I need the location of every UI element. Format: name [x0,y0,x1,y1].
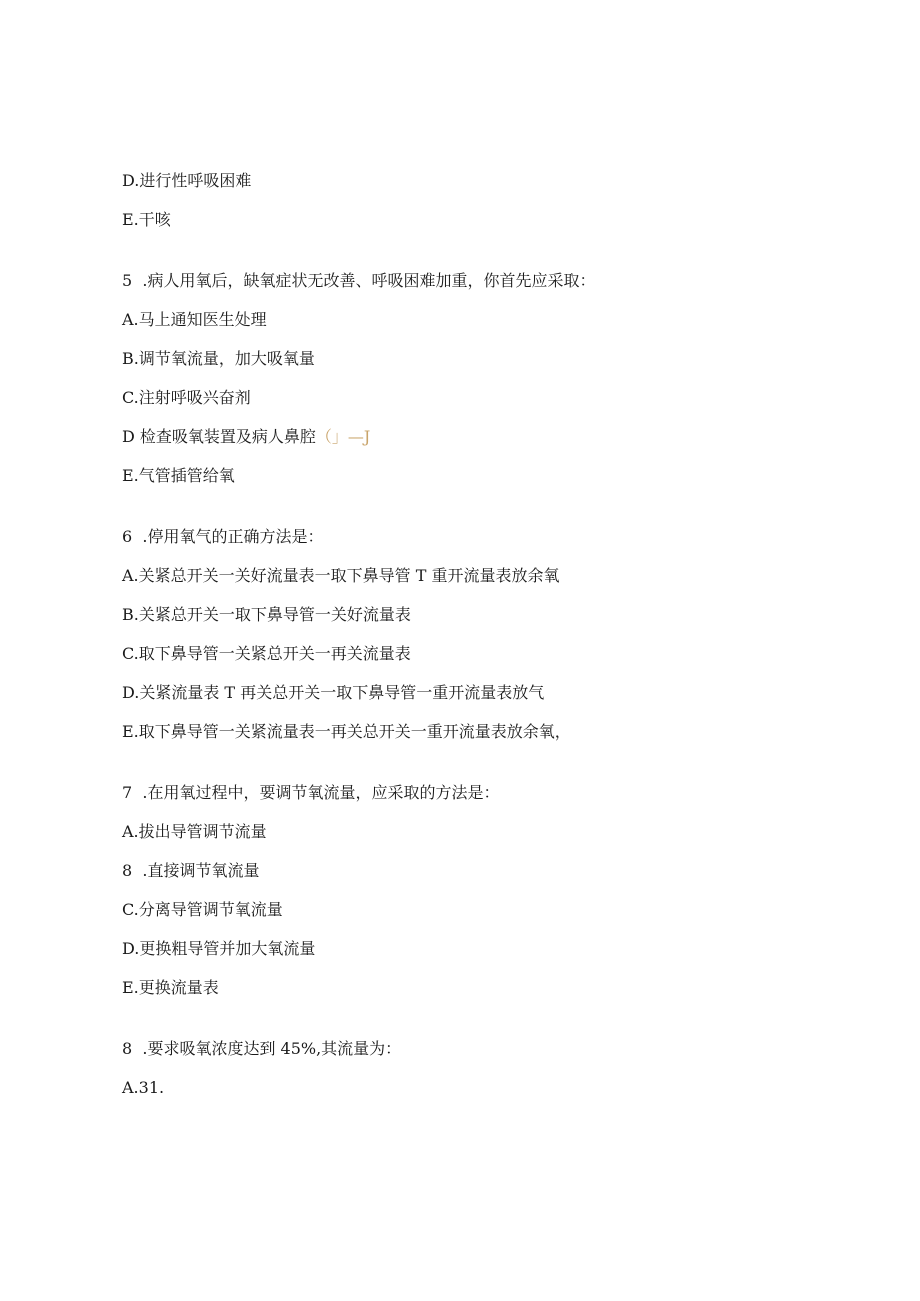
option-a-q8: A.31. [122,1078,165,1097]
option-e-q4: E.干咳 [122,210,171,229]
option-d-q6: D.关紧流量表 T 再关总开关一取下鼻导管一重开流量表放气 [122,683,545,702]
question-8: 8 .要求吸氧浓度达到 45%,其流量为： [122,1039,402,1058]
option-e-q5: E.气管插管给氧 [122,466,235,485]
option-d-q4: D.进行性呼吸困难 [122,171,252,190]
option-d-q5-tail: （」—J [315,427,371,446]
option-d-q5 [122,427,370,447]
option-c-q5: C.注射呼吸兴奋剂 [122,388,251,407]
option-b-q7: 8 .直接调节氧流量 [122,861,260,880]
option-b-q6: B.关紧总开关一取下鼻导管一关好流量表 [122,605,411,624]
option-c-q6: C.取下鼻导管一关紧总开关一再关流量表 [122,644,411,663]
option-e-q7: E.更换流量表 [122,978,219,997]
option-a-q6: A.关紧总开关一关好流量表一取下鼻导管 T 重开流量表放余氧 [122,566,560,585]
question-5: 5 .病人用氧后，缺氧症状无改善、呼吸困难加重，你首先应采取： [122,271,596,290]
option-d-q5-text: D 检查吸氧装置及病人鼻腔 [122,427,316,446]
option-b-q5: B.调节氧流量，加大吸氧量 [122,349,315,368]
option-a-q5: A.马上通知医生处理 [122,310,267,329]
option-a-q7: A.拔出导管调节流量 [122,822,267,841]
option-d-q7: D.更换粗导管并加大氧流量 [122,939,316,958]
option-e-q6: E.取下鼻导管一关紧流量表一再关总开关一重开流量表放余氧， [122,722,571,741]
question-7: 7 .在用氧过程中，要调节氧流量，应采取的方法是： [122,783,500,802]
option-c-q7: C.分离导管调节氧流量 [122,900,283,919]
question-6: 6 .停用氧气的正确方法是： [122,527,324,546]
